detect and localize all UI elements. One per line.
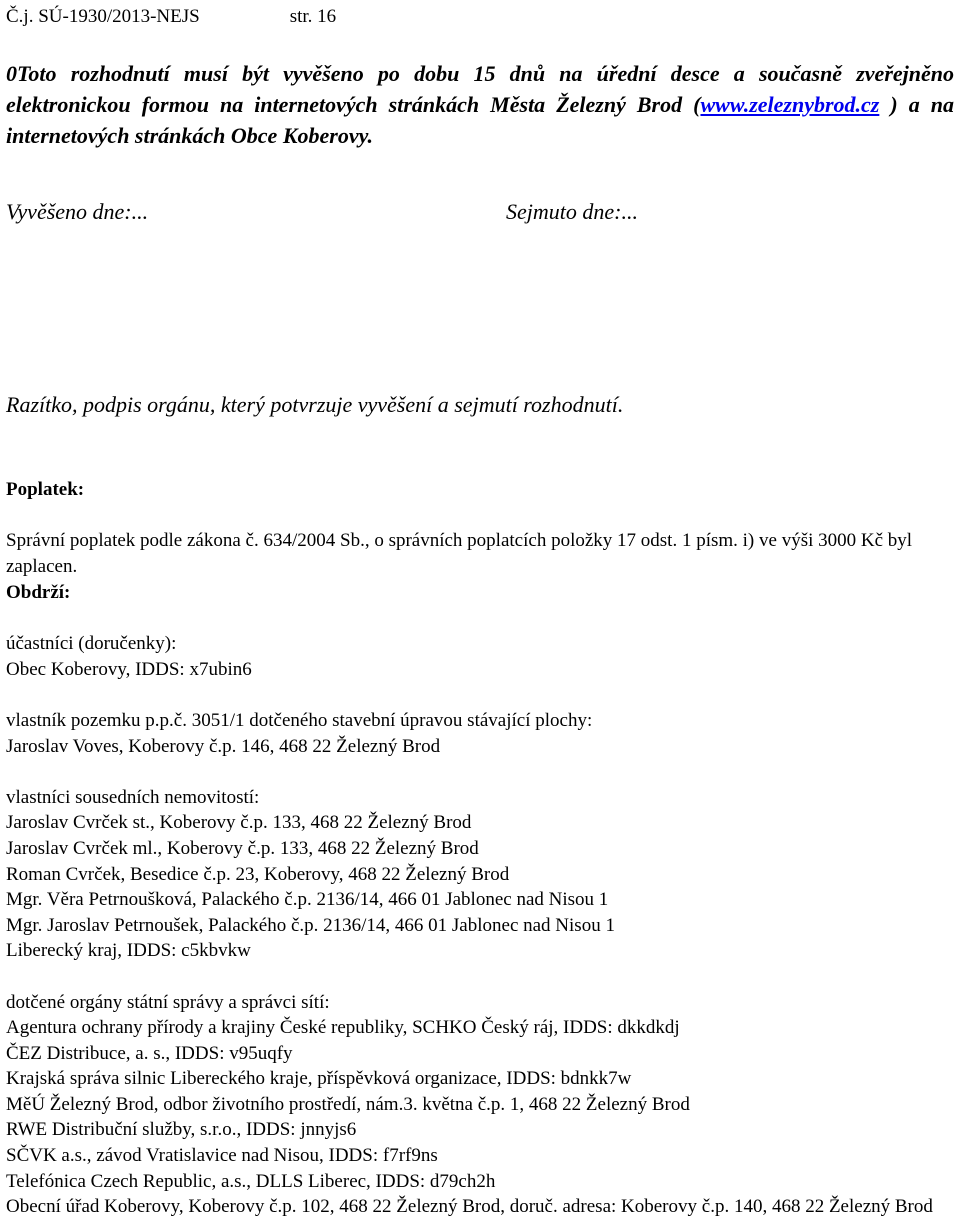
- reference-number: Č.j. SÚ-1930/2013-NEJS: [6, 6, 200, 27]
- recipient-line: Liberecký kraj, IDDS: c5kbvkw: [6, 940, 251, 962]
- recipient-line: Obecní úřad Koberovy, Koberovy č.p. 102, 468 22 Železný Brod, doruč. adresa: Koberovy č.p. 140, 468 22 Železný Brod: [6, 1196, 933, 1218]
- publication-notice: [6, 58, 954, 151]
- authorities-label: dotčené orgány státní správy a správci sítí:: [6, 991, 330, 1013]
- fee-section: [6, 477, 954, 579]
- spacer: [6, 503, 954, 529]
- recipient-line: Jaroslav Cvrček ml., Koberovy č.p. 133, 468 22 Železný Brod: [6, 837, 479, 859]
- recipient-line: Jaroslav Voves, Koberovy č.p. 146, 468 22 Železný Brod: [6, 735, 441, 757]
- document-page: [6, 0, 956, 1232]
- posting-dates: [6, 198, 954, 226]
- owner-label: vlastník pozemku p.p.č. 3051/1 dotčeného stavební úpravou stávající plochy:: [6, 709, 593, 731]
- recipient-line: SČVK a.s., závod Vratislavice nad Nisou, IDDS: f7rf9ns: [6, 1145, 438, 1167]
- recipient-line: ČEZ Distribuce, a. s., IDDS: v95uqfy: [6, 1042, 293, 1064]
- recipient-line: Obec Koberovy, IDDS: x7ubin6: [6, 658, 252, 680]
- recipient-line: Mgr. Jaroslav Petrnoušek, Palackého č.p. 2136/14, 466 01 Jablonec nad Nisou 1: [6, 914, 615, 936]
- recipient-line: Agentura ochrany přírody a krajiny České republiky, SCHKO Český ráj, IDDS: dkkdkdj: [6, 1017, 680, 1039]
- recipient-line: Roman Cvrček, Besedice č.p. 23, Koberovy, 468 22 Železný Brod: [6, 863, 510, 885]
- recipient-line: Mgr. Věra Petrnoušková, Palackého č.p. 2136/14, 466 01 Jablonec nad Nisou 1: [6, 889, 609, 911]
- recipient-line: Jaroslav Cvrček st., Koberovy č.p. 133, 468 22 Železný Brod: [6, 812, 472, 834]
- recipient-line: Krajská správa silnic Libereckého kraje, příspěvková organizace, IDDS: bdnkk7w: [6, 1068, 632, 1090]
- neighbours-label: vlastníci sousedních nemovitostí:: [6, 786, 260, 808]
- stamp-signature-note: Razítko, podpis orgánu, který potvrzuje vyvěšení a sejmutí rozhodnutí.: [6, 392, 624, 417]
- page-number: str. 16: [289, 6, 337, 27]
- recipients-heading: Obdrží:: [6, 582, 71, 603]
- spacer: [6, 759, 954, 785]
- recipient-line: Telefónica Czech Republic, a.s., DLLS Liberec, IDDS: d79ch2h: [6, 1170, 496, 1192]
- recipient-line: RWE Distribuční služby, s.r.o., IDDS: jnnyjs6: [6, 1119, 357, 1141]
- recipients-section: [6, 580, 954, 1220]
- removed-date-label: Sejmuto dne:...: [506, 199, 638, 224]
- spacer: [6, 606, 954, 632]
- notice-text: 0Toto rozhodnutí musí být vyvěšeno po dobu 15 dnů na úřední desce a současně zveřejněno elektronickou formou na internetových stránkách Města Železný Brod (: [6, 61, 954, 117]
- notice-text-end: ) a na internetových stránkách Obce Koberovy.: [6, 92, 954, 148]
- spacer: [6, 682, 954, 708]
- page-header: [6, 6, 336, 28]
- recipient-line: MěÚ Železný Brod, odbor životního prostředí, nám.3. května č.p. 1, 468 22 Železný Brod: [6, 1093, 690, 1115]
- spacer: [6, 964, 954, 990]
- posted-date-label: Vyvěšeno dne:...: [6, 199, 149, 224]
- participants-label: účastníci (doručenky):: [6, 633, 177, 655]
- fee-heading: Poplatek:: [6, 479, 85, 500]
- fee-text: Správní poplatek podle zákona č. 634/2004 Sb., o správních poplatcích položky 17 odst. 1 písm. i) ve výši 3000 Kč byl zaplacen.: [6, 530, 913, 577]
- city-website-link[interactable]: www.zeleznybrod.cz: [700, 92, 880, 117]
